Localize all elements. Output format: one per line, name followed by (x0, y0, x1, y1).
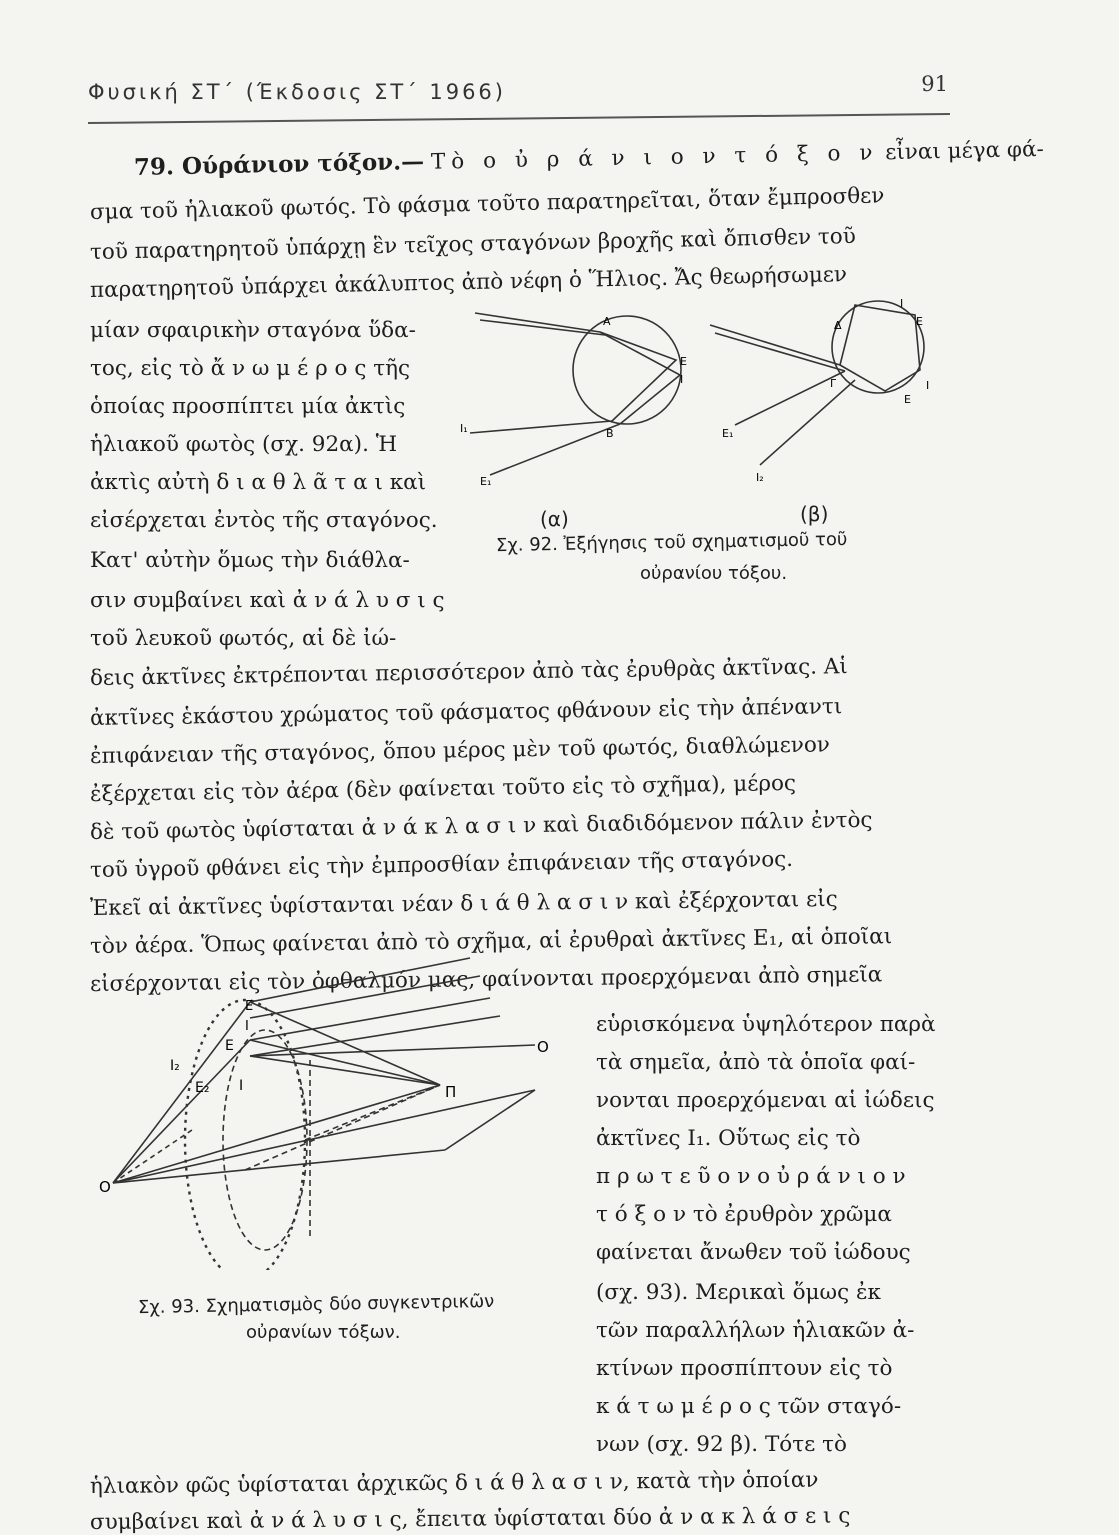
fig93-point-I: I (239, 1078, 244, 1094)
ground-line (113, 1150, 445, 1183)
text-line: συμβαίνει καὶ ἀ ν ά λ υ σ ι ς, ἔπειτα ὑφίσταται δύο ἀ ν α κ λ ά σ ε ι ς (89, 1503, 851, 1535)
view-ray (250, 1002, 440, 1085)
incident-ray (475, 313, 600, 332)
text-line: φαίνεται ἄνωθεν τοῦ ἰώδους (596, 1240, 911, 1265)
text-line: Ἐκεῖ αἱ ἀκτῖνες ὑφίστανται νέαν δ ι ά θ λ α σ ι ν καὶ ἐξέρχονται εἰς (89, 886, 838, 921)
text-line: τ ό ξ ο ν τὸ ἐρυθρὸν χρῶμα (596, 1202, 892, 1227)
text-line: κτίνων προσπίπτουν εἰς τὸ (596, 1356, 893, 1381)
fig93-point-O2: O (537, 1038, 549, 1056)
text-line: π ρ ω τ ε ῦ ο ν ο ὐ ρ ά ν ι ο ν (596, 1164, 906, 1189)
text-line: (σχ. 93). Μερικαὶ ὅμως ἐκ (596, 1280, 881, 1305)
fig92-point-E: E (680, 355, 687, 368)
incident-ray (480, 320, 605, 335)
text-line: ὁποίας προσπίπτει μία ἀκτὶς (90, 394, 406, 419)
text-line: ἀκτῖνες ἑκάστου χρώματος τοῦ φάσματος φθάνουν εἰς τὴν ἀπέναντι (89, 694, 843, 731)
fig92-point-I1: I₁ (460, 422, 468, 435)
fig92-point-E1: E₁ (480, 475, 492, 488)
incident-ray (710, 325, 840, 365)
figure-92-caption-2: οὐρανίου τόξου. (640, 563, 788, 584)
figure-93-lines (113, 958, 535, 1270)
text-line: νων (σχ. 92 β). Τότε τὸ (596, 1432, 847, 1457)
figure-92 (460, 285, 950, 535)
incident-ray (715, 333, 845, 371)
exit-ray (735, 371, 845, 425)
internal-ray (840, 305, 920, 391)
exit-ray (760, 380, 855, 465)
running-title: Φυσική ΣΤ΄ (Έκδοσις ΣΤ΄ 1966) (88, 80, 506, 104)
view-ray (250, 1056, 440, 1085)
fig93-point-E2: E₂ (195, 1080, 210, 1096)
fig93-point-I2: I₂ (170, 1058, 180, 1074)
fig93-point-P: Π (445, 1083, 457, 1101)
spaced-term: Τὸ ο ὐ ρ ά ν ι ο ν τ ό ξ ο ν (430, 140, 879, 175)
observer-line (113, 1002, 250, 1183)
figure-92-caption-1: Σχ. 92. Ἐξήγησις τοῦ σχηματισμοῦ τοῦ (495, 528, 848, 557)
observer-line (113, 1040, 250, 1183)
fig92-point-I: I (680, 373, 684, 386)
fig92-point-B: B (606, 427, 614, 440)
fig92b-point-I1: I₂ (756, 471, 764, 484)
figure-92b (710, 301, 924, 465)
figure-92-label-a: (α) (540, 507, 569, 531)
text-line: ἐπιφάνειαν τῆς σταγόνος, ὅπου μέρος μὲν τοῦ φωτός, διαθλώμενον (89, 732, 831, 769)
figure-93 (95, 940, 575, 1270)
ground-line (445, 1090, 535, 1150)
dashed-guide (305, 1085, 440, 1140)
exit-ray-violet (470, 421, 612, 433)
text-line: τῶν παραλλήλων ἡλιακῶν ἀ- (596, 1318, 915, 1343)
text-line: ἀκτὶς αὐτὴ δ ι α θ λ ᾶ τ α ι καὶ (90, 470, 427, 495)
sun-ray (250, 1016, 500, 1056)
ground-line (113, 1090, 535, 1183)
fig92b-point-I: I (900, 297, 904, 310)
text-line: τοῦ ὑγροῦ φθάνει εἰς τὴν ἐμπροσθίαν ἐπιφάνειαν τῆς σταγόνος. (89, 846, 794, 883)
text-line: εἰσέρχεται ἐντὸς τῆς σταγόνος. (90, 508, 438, 533)
exit-ray-red (490, 424, 620, 475)
refracted-ray (600, 332, 680, 424)
page-number: 91 (921, 72, 948, 96)
fig93-point-O: O (99, 1178, 111, 1196)
text-line: μίαν σφαιρικὴν σταγόνα ὕδα- (90, 318, 416, 343)
observer-line (113, 1085, 440, 1183)
fig92-point-A: A (603, 315, 611, 328)
figure-92-label-b: (β) (800, 502, 829, 526)
figure-93-caption-1: Σχ. 93. Σχηματισμὸς δύο συγκεντρικῶν (137, 1290, 495, 1319)
text-line: τὸν ἀέρα. Ὅπως φαίνεται ἀπὸ τὸ σχῆμα, αἱ ἐρυθραὶ ἀκτῖνες E₁, αἱ ὁποῖαι (89, 924, 893, 959)
text-line: δὲ τοῦ φωτὸς ὑφίσταται ἀ ν ά κ λ α σ ι ν καὶ διαδιδόμενον πάλιν ἐντὸς (89, 807, 873, 845)
text-line: ἡλιακὸν φῶς ὑφίσταται ἀρχικῶς δ ι ά θ λ α σ ι ν, κατὰ τὴν ὁποίαν (89, 1467, 819, 1499)
inner-arc (223, 1030, 307, 1250)
fig92b-point-E1: E₁ (722, 427, 734, 440)
sun-ray (250, 976, 480, 1018)
text-line: τος, εἰς τὸ ἄ ν ω μ έ ρ ο ς τῆς (90, 356, 411, 381)
outer-arc (185, 1000, 305, 1270)
text-line: τοῦ λευκοῦ φωτός, αἱ δὲ ἰώ- (90, 626, 397, 651)
fig93-point-E: E (225, 1038, 234, 1054)
text-line: σιν συμβαίνει καὶ ἀ ν ά λ υ σ ι ς (90, 588, 445, 613)
fig92b-point-D: Δ (834, 319, 842, 332)
fig93-point-E3: E (245, 999, 254, 1014)
section-heading: 79. Ούράνιον τόξον.— (133, 147, 425, 181)
fig92b-point-E2: E (904, 393, 911, 406)
text-line: κ ά τ ω μ έ ρ ο ς τῶν σταγό- (596, 1394, 902, 1419)
text-line: τὰ σημεῖα, ἀπὸ τὰ ὁποῖα φαί- (596, 1050, 916, 1075)
sun-ray (250, 958, 470, 1002)
text-line: ἡλιακοῦ φωτὸς (σχ. 92α). Ἡ (90, 432, 398, 457)
fig92b-point-E: E (916, 315, 923, 328)
heading-line-rest: εἶναι μέγα φά- (878, 136, 1045, 166)
text-line: δεις ἀκτῖνες ἐκτρέπονται περισσότερον ἀπὸ τὰς ἐρυθρὰς ἀκτῖνας. Αἱ (89, 654, 848, 691)
text-line: Κατ' αὐτὴν ὅμως τὴν διάθλα- (90, 548, 410, 573)
text-line: εὑρισκόμενα ὑψηλότερον παρὰ (596, 1012, 936, 1037)
text-line: παρατηρητοῦ ὑπάρχει ἀκάλυπτος ἀπὸ νέφη ὁ Ἥλιος. Ἄς θεωρήσωμεν (89, 262, 848, 303)
fig92b-point-G: Γ (830, 377, 837, 390)
text-line: ἐξέρχεται εἰς τὸν ἀέρα (δὲν φαίνεται τοῦτο εἰς τὸ σχῆμα), μέρος (89, 770, 797, 807)
section-heading-line (134, 135, 1044, 181)
fig93-point-I3: I (245, 1019, 249, 1034)
sun-ray (250, 998, 490, 1040)
text-line: σμα τοῦ ἡλιακοῦ φωτός. Τὸ φάσμα τοῦτο παρατηρεῖται, ὅταν ἔμπροσθεν (89, 183, 885, 225)
figure-92a (470, 313, 684, 475)
text-line: εἰσέρχονται εἰς τὸν ὀφθαλμόν μας, φαίνονται προερχόμεναι ἀπὸ σημεῖα (89, 962, 883, 997)
text-line: νονται προερχόμεναι αἱ ἰώδεις (596, 1088, 935, 1113)
text-line: ἀκτῖνες I₁. Οὕτως εἰς τὸ (596, 1126, 861, 1151)
text-line: τοῦ παρατηρητοῦ ὑπάρχῃ ἓν τεῖχος σταγόνων βροχῆς καὶ ὄπισθεν τοῦ (89, 223, 857, 265)
figure-93-caption-2: οὐρανίων τόξων. (246, 1322, 401, 1343)
view-ray (250, 1040, 440, 1085)
fig92b-point-I2: I (926, 379, 930, 392)
